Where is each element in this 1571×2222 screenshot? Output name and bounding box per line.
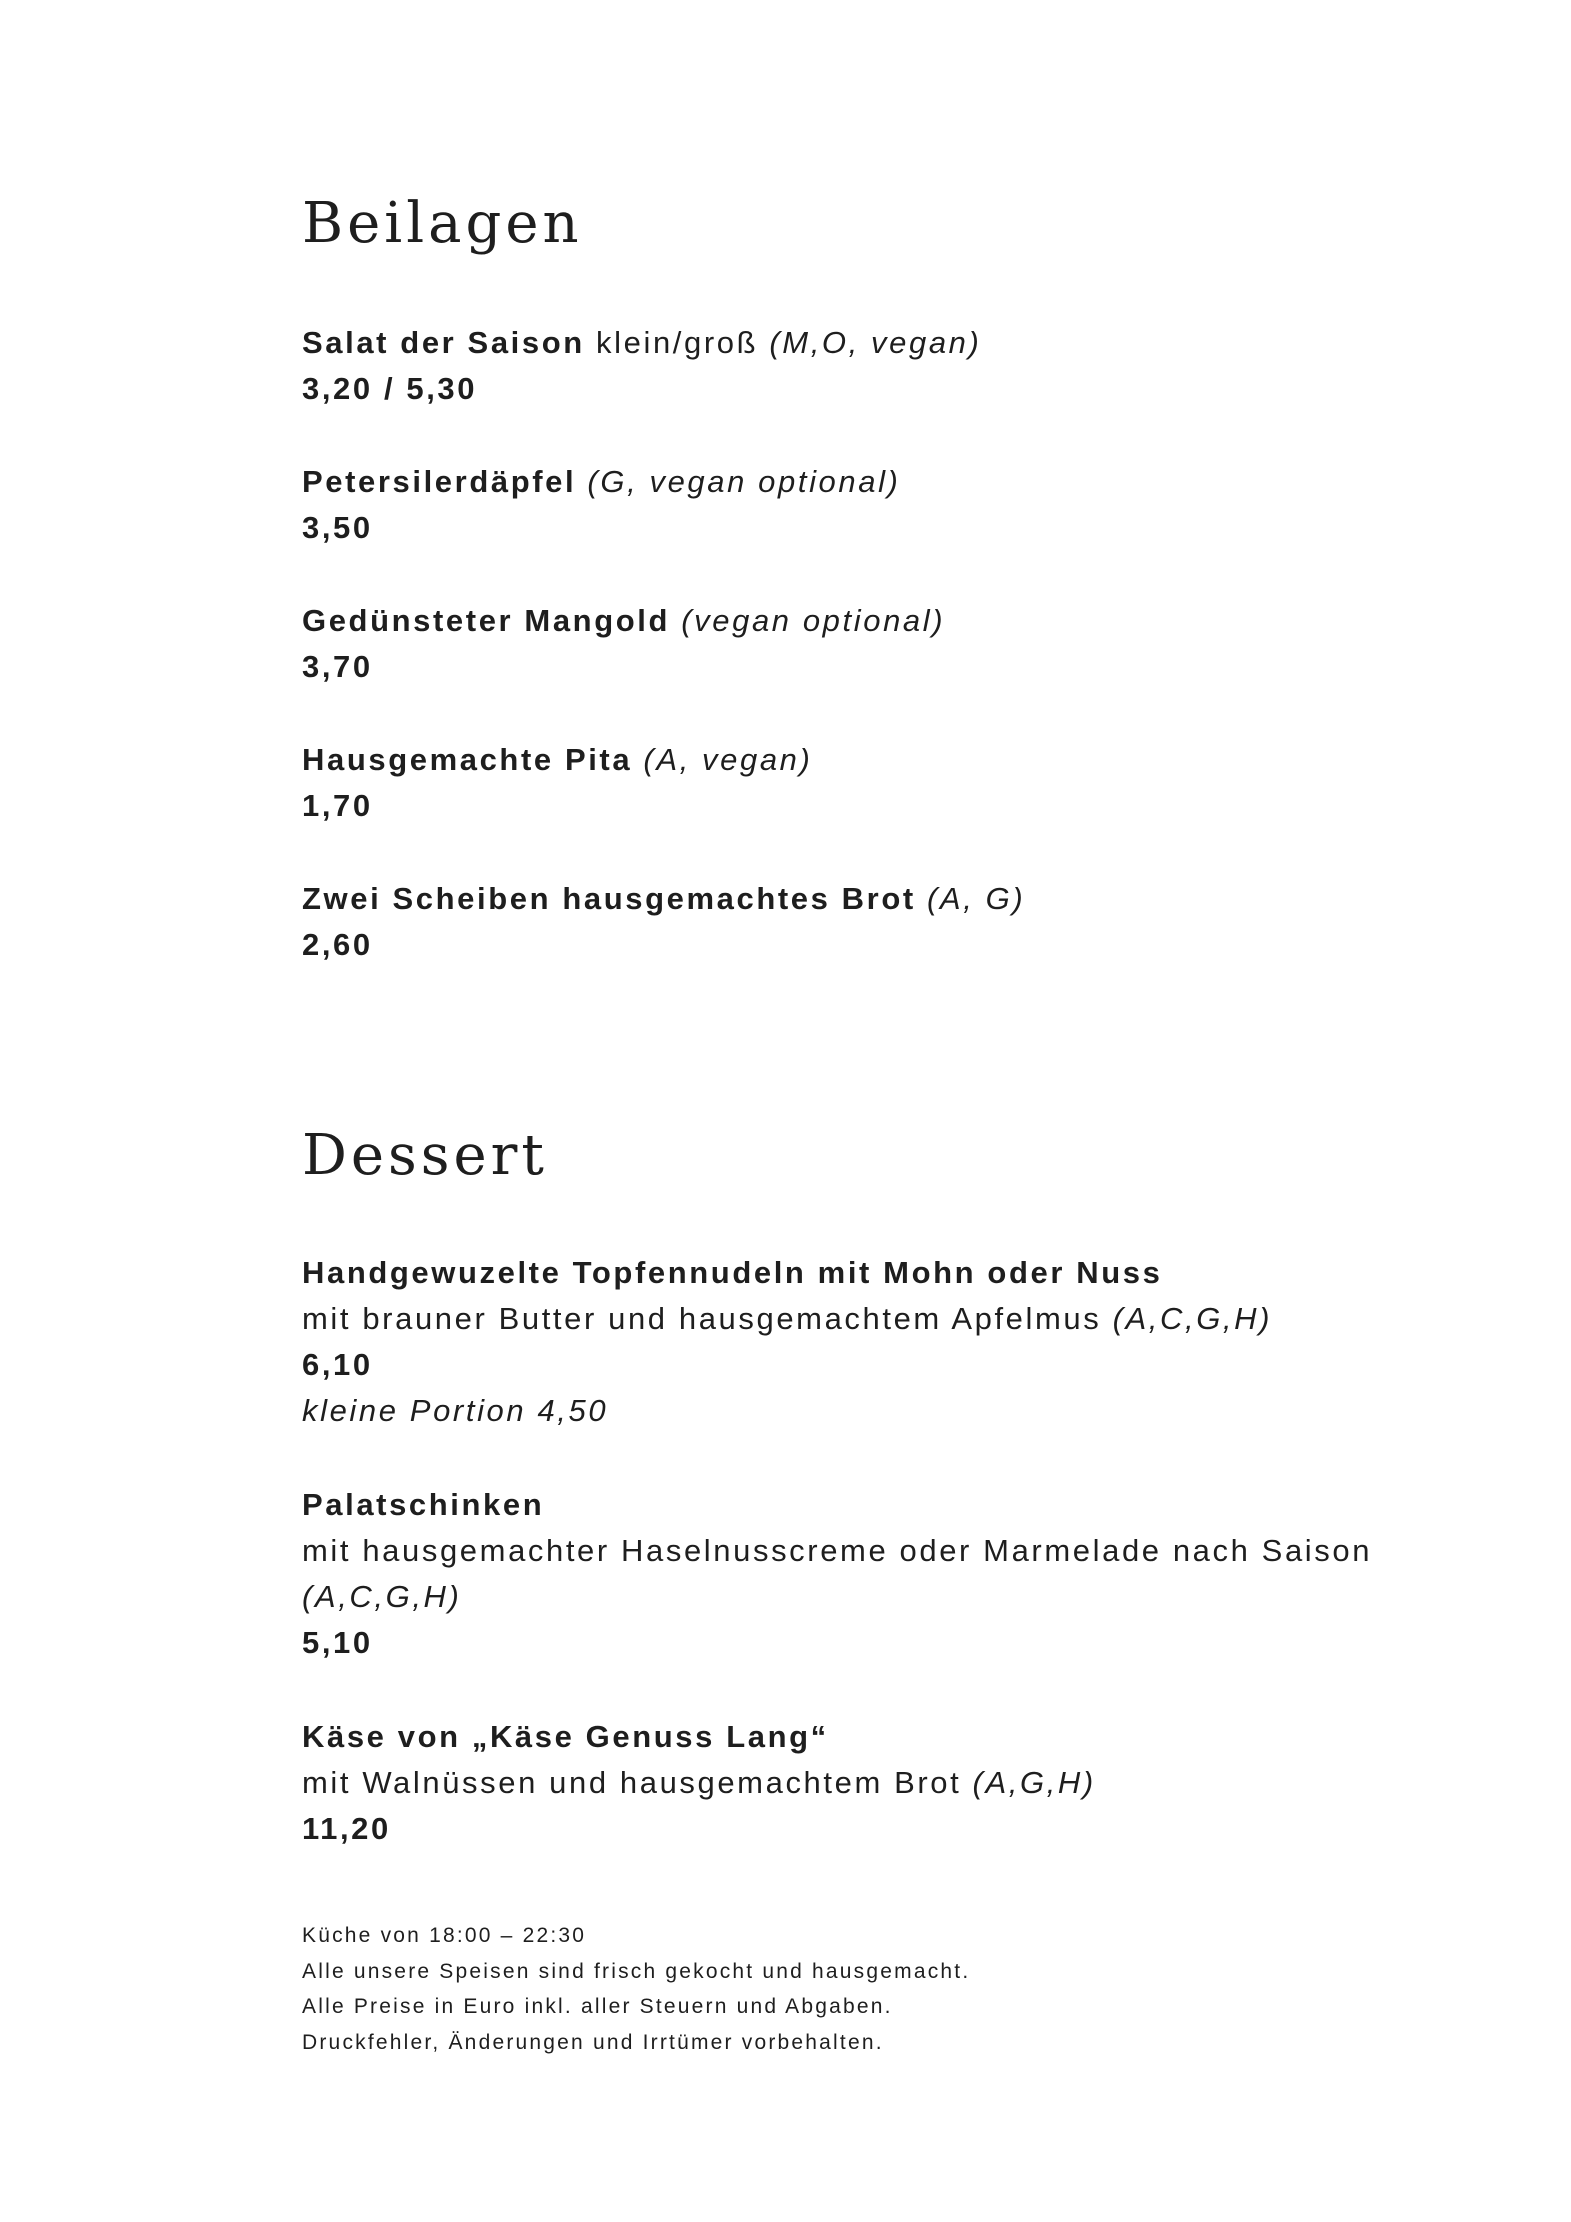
item-description-line: [302, 1296, 1272, 1342]
item-description: mit hausgemachter Haselnusscreme oder Marmelade nach Saison: [302, 1533, 1373, 1568]
footer-price-note: Alle Preise in Euro inkl. aller Steuern und Abgaben.: [302, 1995, 893, 2018]
item-heading: [302, 598, 945, 644]
item-allergens: (A,G,H): [961, 1765, 1096, 1800]
menu-item-petersilerdaepfel: [302, 459, 900, 551]
item-price: 5,10: [302, 1625, 373, 1660]
item-heading: [302, 320, 981, 366]
item-note: kleine Portion 4,50: [302, 1393, 609, 1428]
menu-item-topfennudeln: [302, 1250, 1272, 1434]
item-name: Salat der Saison: [302, 325, 585, 360]
item-heading: [302, 876, 1025, 922]
item-allergens: (G, vegan optional): [576, 464, 901, 499]
item-name: Hausgemachte Pita: [302, 742, 633, 777]
item-name: Palatschinken: [302, 1487, 545, 1522]
item-name: Handgewuzelte Topfennudeln mit Mohn oder Nuss: [302, 1255, 1163, 1290]
item-price: 3,70: [302, 649, 373, 684]
item-description: mit Walnüssen und hausgemachtem Brot: [302, 1765, 962, 1800]
item-allergens: (A, G): [915, 881, 1026, 916]
item-price: 3,50: [302, 510, 373, 545]
item-price: 1,70: [302, 788, 373, 823]
menu-item-mangold: [302, 598, 945, 690]
item-price: 6,10: [302, 1347, 373, 1382]
footer-notes: [302, 1918, 970, 2060]
footer-kitchen-hours: Küche von 18:00 – 22:30: [302, 1924, 587, 1947]
item-allergens: (A,C,G,H): [1101, 1301, 1273, 1336]
section-title-beilagen: Beilagen: [302, 191, 583, 256]
footer-disclaimer: Druckfehler, Änderungen und Irrtümer vorbehalten.: [302, 2030, 884, 2054]
item-allergens: (A,C,G,H): [302, 1579, 462, 1614]
item-qualifier: klein/groß: [584, 325, 759, 360]
item-description-line: [302, 1760, 1096, 1806]
item-name: Zwei Scheiben hausgemachtes Brot: [302, 881, 916, 916]
item-price: 2,60: [302, 927, 373, 962]
item-heading: [302, 459, 900, 505]
item-name: Käse von „Käse Genuss Lang“: [302, 1719, 829, 1754]
menu-item-brot: [302, 876, 1025, 968]
item-price: 11,20: [302, 1811, 391, 1846]
item-allergens: (M,O, vegan): [758, 325, 982, 360]
item-name: Petersilerdäpfel: [302, 464, 577, 499]
menu-item-kaese: [302, 1714, 1096, 1852]
item-description: mit brauner Butter und hausgemachtem Apfelmus: [302, 1301, 1102, 1336]
menu-item-palatschinken: [302, 1482, 1372, 1666]
section-title-dessert: Dessert: [302, 1123, 548, 1188]
item-heading: [302, 737, 812, 783]
menu-item-salat: [302, 320, 981, 412]
item-name: Gedünsteter Mangold: [302, 603, 671, 638]
footer-fresh-note: Alle unsere Speisen sind frisch gekocht und hausgemacht.: [302, 1959, 971, 1983]
item-allergens: (A, vegan): [632, 742, 813, 777]
menu-item-pita: [302, 737, 812, 829]
item-allergens: (vegan optional): [670, 603, 946, 638]
item-price: 3,20 / 5,30: [302, 371, 478, 406]
